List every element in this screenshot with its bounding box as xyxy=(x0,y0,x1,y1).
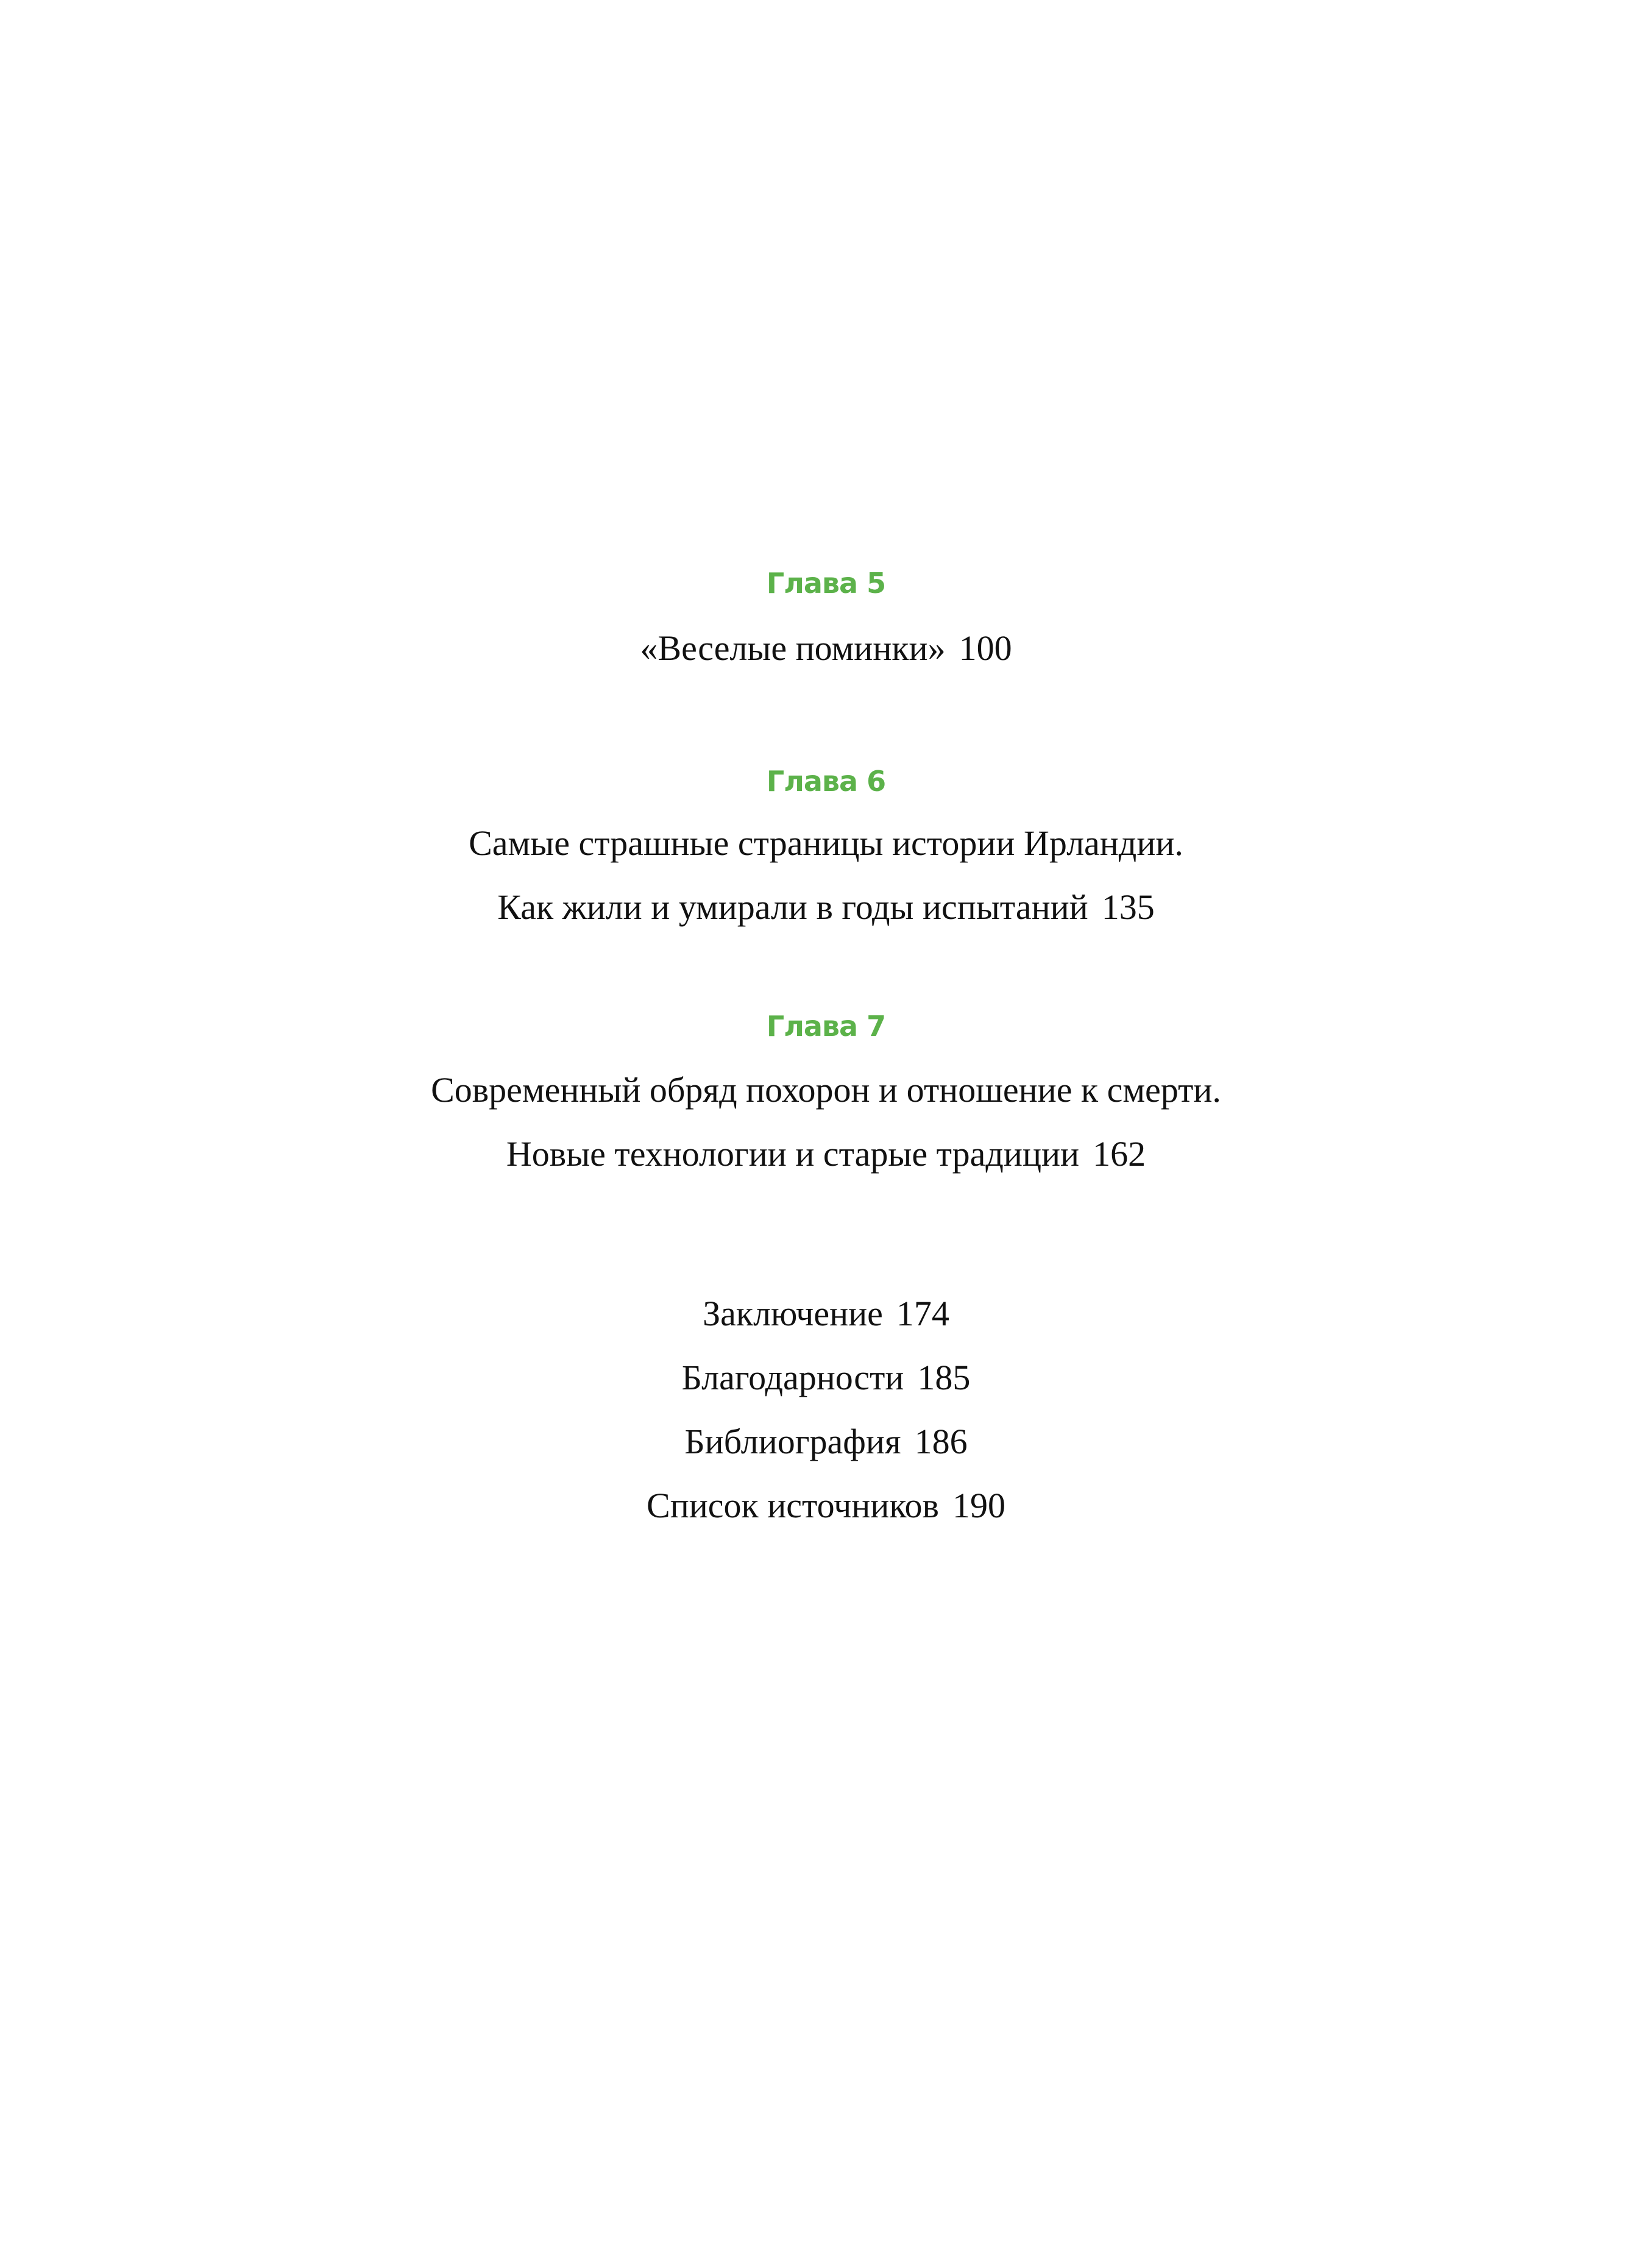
page-number: 185 xyxy=(917,1358,971,1397)
chapter-6-heading: Глава 6 xyxy=(766,765,886,798)
page-number: 174 xyxy=(896,1294,949,1333)
entry-title: Заключение xyxy=(703,1294,883,1333)
page-number: 100 xyxy=(959,628,1012,668)
entry-title: Как жили и умирали в годы испытаний xyxy=(497,887,1088,927)
chapter-7-heading: Глава 7 xyxy=(766,1010,886,1043)
entry-title: Библиография xyxy=(684,1422,901,1461)
toc-entry-acknowledgements[interactable] xyxy=(0,1357,1652,1398)
toc-entry-conclusion[interactable] xyxy=(0,1293,1652,1334)
page-number: 135 xyxy=(1101,887,1155,927)
toc-entry-bibliography[interactable] xyxy=(0,1421,1652,1462)
entry-title: Список источников xyxy=(647,1486,939,1525)
entry-title: Новые технологии и старые традиции xyxy=(506,1134,1080,1174)
toc-entry-chapter-7-line-2[interactable] xyxy=(0,1133,1652,1174)
entry-title: Современный обряд похорон и отношение к смерти. xyxy=(431,1070,1221,1110)
toc-entry-chapter-7-line-1[interactable] xyxy=(0,1069,1652,1110)
entry-title: Самые страшные страницы истории Ирландии. xyxy=(469,823,1183,863)
page-number: 186 xyxy=(914,1422,968,1461)
entry-title: «Веселые поминки» xyxy=(640,628,946,668)
toc-entry-chapter-6-line-1[interactable] xyxy=(0,823,1652,863)
chapter-5-heading: Глава 5 xyxy=(766,567,886,600)
toc-entry-sources[interactable] xyxy=(0,1485,1652,1526)
page-number: 162 xyxy=(1093,1134,1146,1174)
entry-title: Благодарности xyxy=(681,1358,904,1397)
toc-entry-chapter-6-line-2[interactable] xyxy=(0,887,1652,927)
toc-entry-chapter-5[interactable] xyxy=(0,628,1652,668)
page-number: 190 xyxy=(952,1486,1005,1525)
